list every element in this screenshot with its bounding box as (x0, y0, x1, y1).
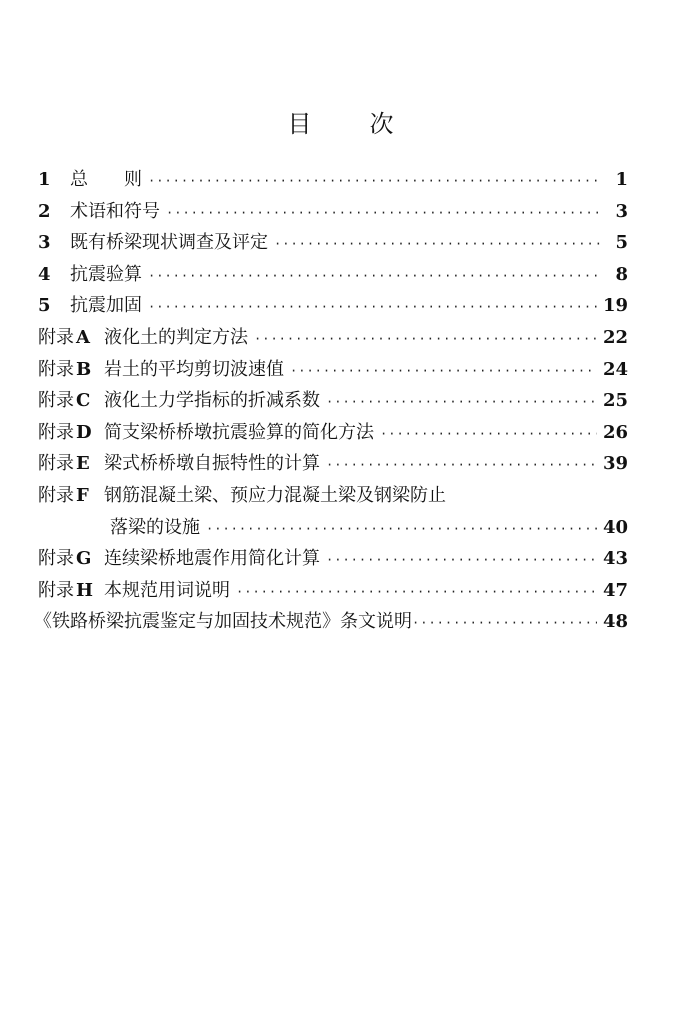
dot-leader (290, 356, 597, 388)
toc-entry-2[interactable] (38, 196, 628, 228)
entry-label: 抗震加固 (70, 295, 142, 317)
table-of-contents (34, 164, 628, 638)
chapter-number: 3 (38, 232, 51, 254)
toc-appendix-b[interactable] (38, 354, 628, 386)
appendix-letter: G (76, 548, 92, 570)
page-number: 22 (602, 326, 628, 348)
appendix-prefix: 附录 (38, 358, 74, 380)
entry-label: 本规范用词说明 (104, 579, 230, 601)
page-number: 24 (602, 358, 628, 380)
entry-label: 简支梁桥桥墩抗震验算的简化方法 (104, 421, 374, 443)
toc-explanation[interactable] (34, 606, 628, 638)
toc-appendix-f[interactable] (38, 480, 628, 512)
toc-entry-4[interactable] (38, 259, 628, 291)
dot-leader (148, 261, 600, 293)
page-number: 3 (615, 200, 628, 222)
page-title (0, 104, 681, 139)
appendix-prefix: 附录 (38, 453, 74, 475)
page-number: 26 (602, 421, 628, 443)
appendix-letter: H (76, 579, 94, 601)
entry-label: 抗震验算 (70, 263, 142, 285)
entry-label: 液化土力学指标的折减系数 (104, 390, 320, 412)
entry-label-continuation: 落梁的设施 (110, 516, 200, 538)
dot-leader (236, 577, 597, 609)
entry-label: 梁式桥桥墩自振特性的计算 (104, 453, 320, 475)
toc-appendix-a[interactable] (38, 322, 628, 354)
appendix-letter: F (76, 484, 89, 506)
appendix-letter: D (76, 421, 92, 443)
dot-leader (326, 545, 597, 577)
dot-leader (274, 229, 600, 261)
toc-appendix-e[interactable] (38, 448, 628, 480)
appendix-prefix: 附录 (38, 390, 74, 412)
dot-leader (380, 419, 597, 451)
chapter-number: 5 (38, 295, 51, 317)
appendix-letter: C (76, 390, 91, 412)
entry-label: 术语和符号 (70, 200, 160, 222)
chapter-number: 4 (38, 263, 51, 285)
toc-appendix-g[interactable] (38, 543, 628, 575)
appendix-letter: E (76, 453, 90, 475)
page-number: 43 (602, 548, 628, 570)
page-number: 40 (602, 516, 628, 538)
dot-leader (254, 324, 597, 356)
page-number: 5 (615, 232, 628, 254)
toc-appendix-c[interactable] (38, 385, 628, 417)
chapter-number: 2 (38, 200, 51, 222)
toc-appendix-f-continuation[interactable] (38, 512, 628, 544)
appendix-prefix: 附录 (38, 579, 74, 601)
title-char-2: 次 (369, 110, 394, 138)
page-number: 19 (602, 295, 628, 317)
appendix-letter: A (76, 326, 90, 348)
appendix-prefix: 附录 (38, 421, 74, 443)
entry-label: 连续梁桥地震作用简化计算 (104, 548, 320, 570)
page-number: 25 (602, 390, 628, 412)
dot-leader (148, 166, 600, 198)
appendix-letter: B (76, 358, 92, 380)
toc-appendix-d[interactable] (38, 417, 628, 449)
entry-label: 总 则 (70, 169, 142, 190)
page-number: 48 (602, 611, 628, 633)
entry-label: 岩土的平均剪切波速值 (104, 358, 284, 380)
toc-entry-3[interactable] (38, 227, 628, 259)
entry-label: 钢筋混凝土梁、预应力混凝土梁及钢梁防止 (104, 484, 446, 506)
chapter-number: 1 (38, 169, 51, 190)
toc-entry-1[interactable] (38, 164, 628, 196)
appendix-prefix: 附录 (38, 484, 74, 506)
toc-entry-5[interactable] (38, 290, 628, 322)
dot-leader (148, 292, 597, 324)
dot-leader (412, 608, 597, 640)
appendix-prefix: 附录 (38, 548, 74, 570)
title-char-1: 目 (287, 110, 312, 138)
dot-leader (326, 387, 597, 419)
dot-leader (206, 514, 597, 546)
entry-label: 《铁路桥梁抗震鉴定与加固技术规范》条文说明 (34, 611, 412, 633)
page-number: 1 (615, 169, 628, 190)
entry-label: 既有桥梁现状调查及评定 (70, 232, 268, 254)
toc-appendix-h[interactable] (38, 575, 628, 607)
dot-leader (166, 198, 600, 230)
dot-leader (326, 450, 597, 482)
page-number: 39 (602, 453, 628, 475)
entry-label: 液化土的判定方法 (104, 326, 248, 348)
appendix-prefix: 附录 (38, 326, 74, 348)
page-number: 8 (615, 263, 628, 285)
page-number: 47 (602, 579, 628, 601)
